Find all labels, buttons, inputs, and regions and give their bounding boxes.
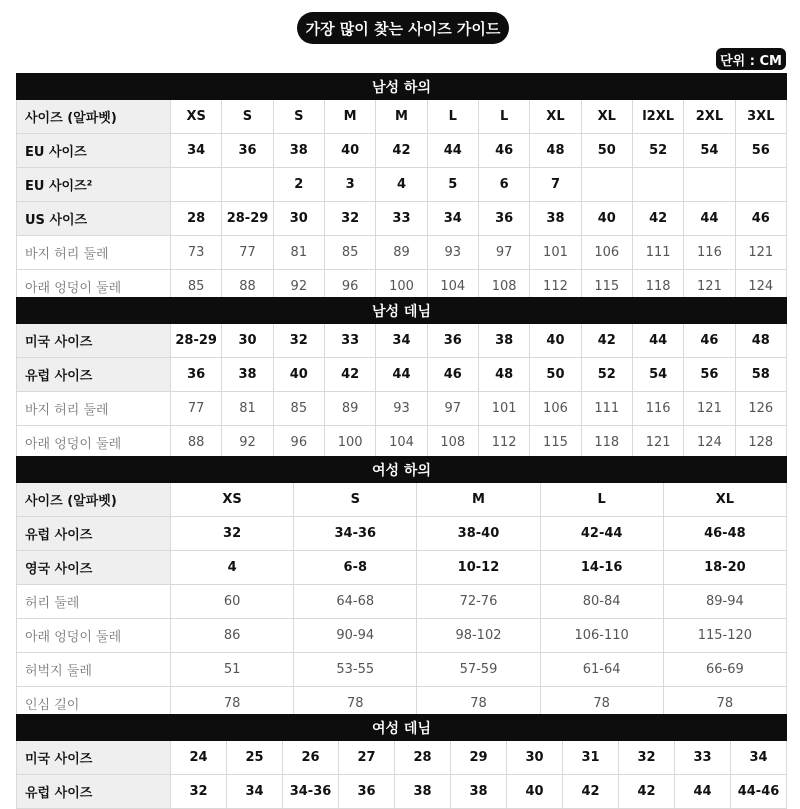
- table-cell: 104: [427, 270, 478, 304]
- table-cell: 28-29: [222, 202, 273, 236]
- table-cell: 40: [507, 775, 563, 809]
- table-cell: [632, 168, 683, 202]
- table-cell: 111: [632, 236, 683, 270]
- table-cell: 53-55: [294, 653, 417, 687]
- table-cell: 42: [632, 202, 683, 236]
- table-cell: 112: [478, 426, 529, 460]
- table-cell: 48: [530, 134, 581, 168]
- table-cell: 60: [171, 585, 294, 619]
- table-cell: 44: [675, 775, 731, 809]
- row-label: 유럽 사이즈: [17, 775, 171, 809]
- table-cell: 34-36: [294, 517, 417, 551]
- table-cell: M: [417, 483, 540, 517]
- table-cell: 44: [427, 134, 478, 168]
- table-row: [17, 134, 787, 168]
- table-cell: 50: [581, 134, 632, 168]
- row-label: US 사이즈: [17, 202, 171, 236]
- table-cell: 44: [376, 358, 427, 392]
- women-denim-table: [16, 714, 787, 809]
- table-cell: 80-84: [540, 585, 663, 619]
- table-cell: 40: [273, 358, 324, 392]
- table-row: [17, 358, 787, 392]
- table-cell: 115: [530, 426, 581, 460]
- table-cell: 56: [684, 358, 735, 392]
- table-cell: 32: [171, 775, 227, 809]
- unit-badge: 단위 : CM: [716, 48, 786, 70]
- table-cell: 5: [427, 168, 478, 202]
- table-cell: 101: [530, 236, 581, 270]
- table-cell: 100: [376, 270, 427, 304]
- table-cell: S: [273, 100, 324, 134]
- table-cell: 42-44: [540, 517, 663, 551]
- table-cell: [222, 168, 273, 202]
- table-cell: 38: [451, 775, 507, 809]
- section-heading: 남성 하의: [17, 74, 787, 100]
- table-cell: 93: [376, 392, 427, 426]
- table-row: [17, 392, 787, 426]
- table-cell: 116: [632, 392, 683, 426]
- table-cell: 38: [273, 134, 324, 168]
- table-row: [17, 775, 787, 809]
- table-cell: 85: [171, 270, 222, 304]
- table-cell: 98-102: [417, 619, 540, 653]
- table-cell: 86: [171, 619, 294, 653]
- table-cell: 121: [684, 392, 735, 426]
- table-cell: 77: [222, 236, 273, 270]
- row-label: 허리 둘레: [17, 585, 171, 619]
- table-cell: 33: [675, 741, 731, 775]
- table-cell: 106: [581, 236, 632, 270]
- table-cell: 2XL: [684, 100, 735, 134]
- table-cell: 3XL: [735, 100, 786, 134]
- table-cell: 78: [540, 687, 663, 721]
- table-cell: 30: [507, 741, 563, 775]
- table-cell: 97: [478, 236, 529, 270]
- table-cell: 42: [376, 134, 427, 168]
- table-cell: 31: [563, 741, 619, 775]
- table-cell: 92: [273, 270, 324, 304]
- table-cell: 7: [530, 168, 581, 202]
- table-row: [17, 168, 787, 202]
- table-cell: 25: [227, 741, 283, 775]
- table-cell: 81: [222, 392, 273, 426]
- table-cell: 89: [324, 392, 375, 426]
- table-cell: 54: [684, 134, 735, 168]
- table-cell: XL: [530, 100, 581, 134]
- table-cell: 38: [530, 202, 581, 236]
- table-cell: 34: [227, 775, 283, 809]
- table-cell: 38: [478, 324, 529, 358]
- table-cell: 42: [581, 324, 632, 358]
- table-row: [17, 585, 787, 619]
- table-cell: 40: [324, 134, 375, 168]
- table-cell: 96: [324, 270, 375, 304]
- table-cell: 121: [735, 236, 786, 270]
- section-heading: 남성 데님: [17, 298, 787, 324]
- table-cell: 118: [632, 270, 683, 304]
- men-denim-table: [16, 297, 787, 460]
- table-cell: [735, 168, 786, 202]
- table-cell: 81: [273, 236, 324, 270]
- table-cell: XL: [663, 483, 786, 517]
- table-cell: 40: [530, 324, 581, 358]
- table-row: [17, 202, 787, 236]
- table-cell: 36: [171, 358, 222, 392]
- table-cell: 46: [735, 202, 786, 236]
- table-cell: 32: [171, 517, 294, 551]
- table-cell: 124: [735, 270, 786, 304]
- table-cell: 38: [222, 358, 273, 392]
- table-cell: 3: [324, 168, 375, 202]
- table-cell: 36: [478, 202, 529, 236]
- row-label: EU 사이즈²: [17, 168, 171, 202]
- table-cell: 33: [376, 202, 427, 236]
- table-cell: 85: [324, 236, 375, 270]
- row-label: 미국 사이즈: [17, 324, 171, 358]
- table-cell: 33: [324, 324, 375, 358]
- table-cell: 34: [171, 134, 222, 168]
- table-cell: 32: [324, 202, 375, 236]
- table-cell: 46: [427, 358, 478, 392]
- table-cell: 34-36: [283, 775, 339, 809]
- table-cell: 42: [324, 358, 375, 392]
- table-cell: 101: [478, 392, 529, 426]
- table-cell: 106-110: [540, 619, 663, 653]
- table-cell: 27: [339, 741, 395, 775]
- table-cell: XL: [581, 100, 632, 134]
- table-cell: 72-76: [417, 585, 540, 619]
- row-label: 바지 허리 둘레: [17, 236, 171, 270]
- table-cell: 100: [324, 426, 375, 460]
- table-cell: 116: [684, 236, 735, 270]
- table-cell: 64-68: [294, 585, 417, 619]
- table-cell: 48: [735, 324, 786, 358]
- table-cell: 89: [376, 236, 427, 270]
- table-cell: 78: [417, 687, 540, 721]
- table-cell: L: [478, 100, 529, 134]
- row-label: 인심 길이: [17, 687, 171, 721]
- table-cell: 58: [735, 358, 786, 392]
- row-label: 허벅지 둘레: [17, 653, 171, 687]
- table-cell: 124: [684, 426, 735, 460]
- table-cell: 112: [530, 270, 581, 304]
- table-cell: 118: [581, 426, 632, 460]
- row-label: EU 사이즈: [17, 134, 171, 168]
- table-cell: 90-94: [294, 619, 417, 653]
- table-cell: 42: [619, 775, 675, 809]
- table-cell: 28: [395, 741, 451, 775]
- table-cell: 29: [451, 741, 507, 775]
- table-cell: [581, 168, 632, 202]
- table-row: [17, 517, 787, 551]
- table-cell: 96: [273, 426, 324, 460]
- table-row: [17, 324, 787, 358]
- section-heading: 여성 하의: [17, 457, 787, 483]
- table-cell: 88: [222, 270, 273, 304]
- table-cell: 89-94: [663, 585, 786, 619]
- table-cell: 121: [684, 270, 735, 304]
- table-cell: [684, 168, 735, 202]
- table-cell: 42: [563, 775, 619, 809]
- table-cell: 108: [478, 270, 529, 304]
- table-row: [17, 100, 787, 134]
- table-cell: 50: [530, 358, 581, 392]
- table-cell: XS: [171, 100, 222, 134]
- table-cell: 46: [478, 134, 529, 168]
- page-title: 가장 많이 찾는 사이즈 가이드: [297, 12, 509, 44]
- table-cell: 108: [427, 426, 478, 460]
- row-label: 바지 허리 둘레: [17, 392, 171, 426]
- table-cell: 34: [376, 324, 427, 358]
- table-cell: 30: [222, 324, 273, 358]
- table-row: [17, 653, 787, 687]
- table-cell: S: [222, 100, 273, 134]
- table-row: [17, 426, 787, 460]
- row-label: 유럽 사이즈: [17, 517, 171, 551]
- table-cell: 93: [427, 236, 478, 270]
- row-label: 영국 사이즈: [17, 551, 171, 585]
- table-cell: 51: [171, 653, 294, 687]
- women-bottom-table: [16, 456, 787, 721]
- row-label: 아래 엉덩이 둘레: [17, 426, 171, 460]
- table-cell: 26: [283, 741, 339, 775]
- table-cell: 32: [273, 324, 324, 358]
- table-cell: M: [324, 100, 375, 134]
- table-cell: l2XL: [632, 100, 683, 134]
- row-label: 유럽 사이즈: [17, 358, 171, 392]
- table-cell: 73: [171, 236, 222, 270]
- table-cell: 44: [632, 324, 683, 358]
- table-cell: 115: [581, 270, 632, 304]
- table-cell: 111: [581, 392, 632, 426]
- table-cell: 61-64: [540, 653, 663, 687]
- table-cell: 14-16: [540, 551, 663, 585]
- table-cell: 6: [478, 168, 529, 202]
- table-cell: 78: [294, 687, 417, 721]
- table-cell: S: [294, 483, 417, 517]
- table-cell: 36: [427, 324, 478, 358]
- table-cell: 38: [395, 775, 451, 809]
- table-cell: 115-120: [663, 619, 786, 653]
- table-cell: 88: [171, 426, 222, 460]
- table-cell: 52: [581, 358, 632, 392]
- table-cell: 30: [273, 202, 324, 236]
- table-row: [17, 741, 787, 775]
- table-cell: 128: [735, 426, 786, 460]
- table-row: [17, 619, 787, 653]
- table-cell: 97: [427, 392, 478, 426]
- table-cell: 85: [273, 392, 324, 426]
- table-cell: 36: [222, 134, 273, 168]
- table-cell: 40: [581, 202, 632, 236]
- table-cell: 10-12: [417, 551, 540, 585]
- table-cell: 78: [663, 687, 786, 721]
- table-cell: 18-20: [663, 551, 786, 585]
- table-cell: 34: [731, 741, 787, 775]
- table-cell: M: [376, 100, 427, 134]
- table-cell: 54: [632, 358, 683, 392]
- table-cell: 57-59: [417, 653, 540, 687]
- table-cell: 52: [632, 134, 683, 168]
- table-row: [17, 551, 787, 585]
- table-cell: 106: [530, 392, 581, 426]
- table-cell: 4: [171, 551, 294, 585]
- table-cell: 2: [273, 168, 324, 202]
- table-cell: 28-29: [171, 324, 222, 358]
- row-label: 아래 엉덩이 둘레: [17, 619, 171, 653]
- table-cell: 126: [735, 392, 786, 426]
- section-heading: 여성 데님: [17, 715, 787, 741]
- men-bottom-table: [16, 73, 787, 304]
- table-cell: 44-46: [731, 775, 787, 809]
- table-cell: L: [540, 483, 663, 517]
- table-cell: 48: [478, 358, 529, 392]
- table-cell: 77: [171, 392, 222, 426]
- table-row: [17, 236, 787, 270]
- table-cell: 121: [632, 426, 683, 460]
- table-cell: 32: [619, 741, 675, 775]
- table-cell: 56: [735, 134, 786, 168]
- table-cell: 38-40: [417, 517, 540, 551]
- row-label: 사이즈 (알파벳): [17, 100, 171, 134]
- table-cell: 78: [171, 687, 294, 721]
- table-cell: 66-69: [663, 653, 786, 687]
- table-cell: 24: [171, 741, 227, 775]
- table-cell: 44: [684, 202, 735, 236]
- table-cell: 6-8: [294, 551, 417, 585]
- table-cell: 46-48: [663, 517, 786, 551]
- table-cell: 4: [376, 168, 427, 202]
- table-cell: L: [427, 100, 478, 134]
- table-cell: 46: [684, 324, 735, 358]
- table-cell: 36: [339, 775, 395, 809]
- row-label: 아래 엉덩이 둘레: [17, 270, 171, 304]
- table-cell: 104: [376, 426, 427, 460]
- row-label: 미국 사이즈: [17, 741, 171, 775]
- table-cell: 34: [427, 202, 478, 236]
- table-row: [17, 483, 787, 517]
- table-cell: 92: [222, 426, 273, 460]
- table-cell: [171, 168, 222, 202]
- table-cell: XS: [171, 483, 294, 517]
- row-label: 사이즈 (알파벳): [17, 483, 171, 517]
- table-cell: 28: [171, 202, 222, 236]
